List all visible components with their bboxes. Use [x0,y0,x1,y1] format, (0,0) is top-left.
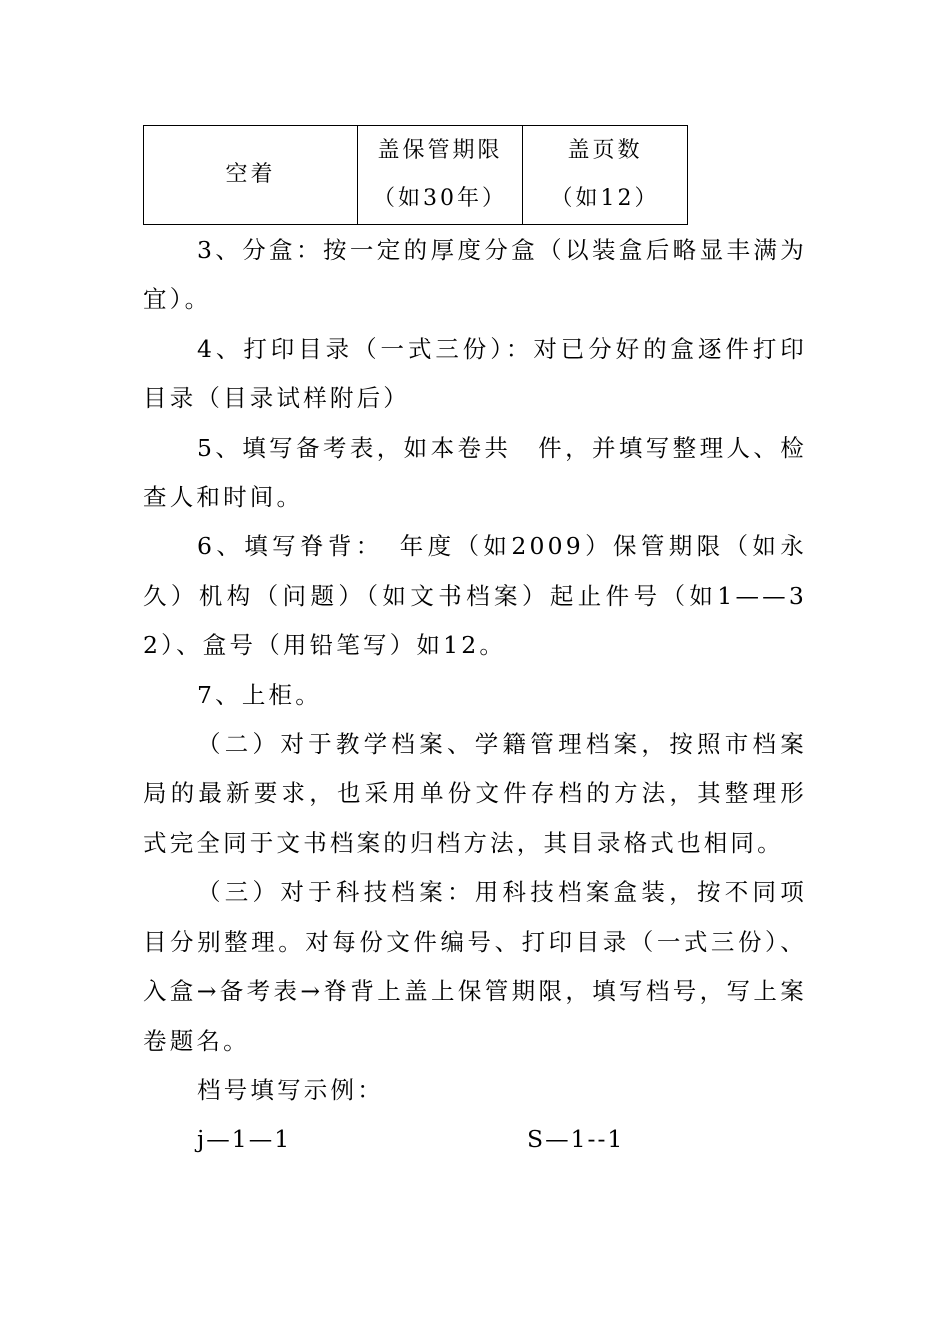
cell-text: 盖保管期限 [377,138,503,163]
paragraph-tech-archives: （三）对于科技档案：用科技档案盒装，按不同项目分别整理。对每份文件编号、打印目录（一式三份）、入盒→备考表→脊背上盖上保管期限，填写档号，写上案卷题名。 [143,878,807,1055]
cell-text: （如30年） [373,186,507,211]
paragraph-step-3: 3、分盒：按一定的厚度分盒（以装盒后略显丰满为宜）。 [143,236,807,314]
archive-box-label-table [143,125,688,225]
table-cell-page-count [523,126,688,225]
body-text [143,226,807,1165]
example-left: j—1—1 [197,1125,292,1154]
example-right: S—1--1 [527,1125,625,1154]
paragraph-teaching-archives: （二）对于教学档案、学籍管理档案，按照市档案局的最新要求，也采用单份文件存档的方法，其整理形式完全同于文书档案的归档方法，其目录格式也相同。 [143,730,807,857]
cell-text: 空着 [225,162,276,187]
table-cell-retention-period [358,126,523,225]
paragraph-step-4: 4、打印目录（一式三份）：对已分好的盒逐件打印目录（目录试样附后） [143,334,807,413]
archive-number-examples [143,1115,807,1165]
cell-text: （如12） [550,186,660,211]
table-cell-empty [144,126,358,225]
paragraph-step-7: 7、上柜。 [197,680,322,709]
paragraph-step-6: 6、填写脊背： 年度（如2009）保管期限（如永久）机构（问题）（如文书档案）起止件号（如1——32）、盒号（用铅笔写）如12。 [143,532,807,660]
cell-text: 盖页数 [567,138,643,163]
table-row [144,126,688,225]
paragraph-step-5: 5、填写备考表，如本卷共 件，并填写整理人、检查人和时间。 [143,433,807,512]
paragraph-example-heading: 档号填写示例： [197,1075,384,1104]
